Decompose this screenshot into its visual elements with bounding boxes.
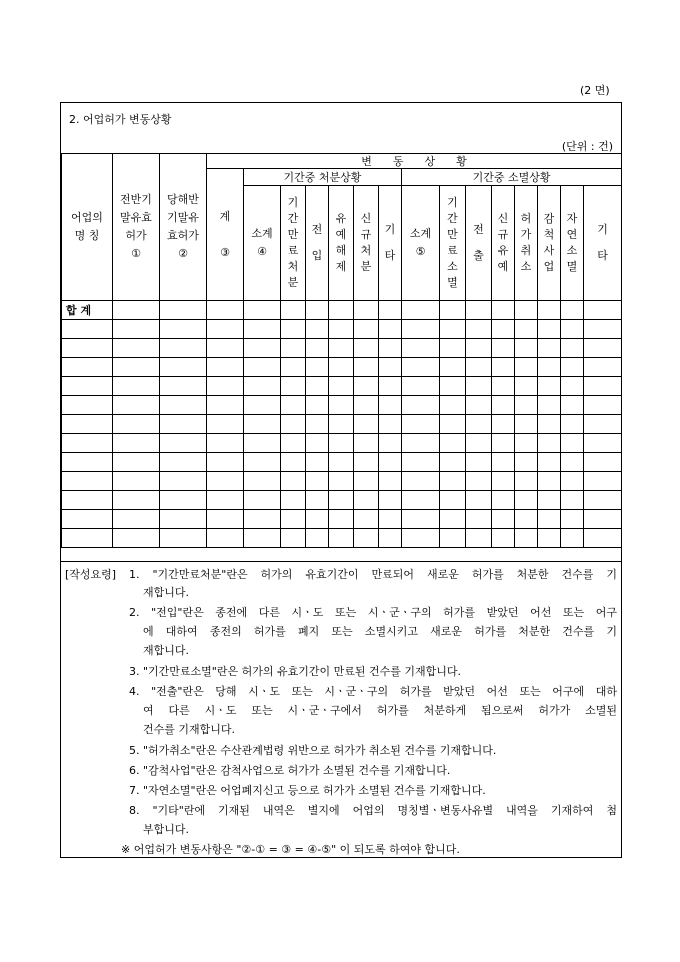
table-cell (466, 472, 492, 491)
table-cell (379, 358, 402, 377)
reduction-header: 감척사업 (538, 186, 561, 301)
table-cell (466, 301, 492, 320)
table-cell (329, 320, 354, 339)
table-cell (379, 453, 402, 472)
remark: ※ 어업허가 변동사항은 "②-① = ③ = ④-⑤" 이 되도록 하여야 합니다. (121, 843, 460, 856)
table-cell (306, 358, 329, 377)
table-cell (515, 453, 538, 472)
table-cell (306, 339, 329, 358)
note-3: 3. "기간만료소멸"란은 허가의 유효기간이 만료된 건수를 기재합니다. (129, 665, 461, 678)
table-cell (538, 491, 561, 510)
table-cell (329, 491, 354, 510)
table-cell (306, 301, 329, 320)
table-cell (62, 396, 113, 415)
table-cell (354, 453, 379, 472)
writing-guide (61, 561, 621, 856)
table-cell (584, 339, 622, 358)
table-cell (113, 396, 160, 415)
table-cell (329, 434, 354, 453)
table-cell (538, 377, 561, 396)
table-cell (538, 415, 561, 434)
table-cell (466, 434, 492, 453)
table-cell (244, 472, 281, 491)
table-cell (281, 320, 306, 339)
table-cell (354, 396, 379, 415)
table-cell (440, 491, 466, 510)
table-cell (306, 434, 329, 453)
table-row (62, 415, 622, 434)
table-cell (306, 510, 329, 529)
table-cell (440, 339, 466, 358)
subtotal-granted-header: 소계 ④ (244, 186, 281, 301)
table-cell (281, 377, 306, 396)
table-cell (584, 415, 622, 434)
table-cell (160, 434, 207, 453)
table-cell (492, 377, 515, 396)
table-cell (244, 510, 281, 529)
table-cell (402, 358, 440, 377)
table-cell (62, 434, 113, 453)
table-cell (538, 472, 561, 491)
note-4: 4. "전출"란은 당해 시ㆍ도 또는 시ㆍ군ㆍ구의 허가를 받았던 어선 또는 어구에 대하 (129, 685, 617, 698)
table-row (62, 529, 622, 548)
table-cell (466, 339, 492, 358)
table-cell (440, 510, 466, 529)
change-status-header: 변 동 상 황 (207, 154, 622, 169)
table-cell (561, 529, 584, 548)
table-cell (306, 453, 329, 472)
table-row (62, 358, 622, 377)
table-cell (584, 491, 622, 510)
note-8-cont: 부합니다. (143, 823, 190, 836)
table-cell (113, 358, 160, 377)
guide-label: [작성요령] (65, 568, 117, 581)
table-cell (329, 453, 354, 472)
table-cell (402, 472, 440, 491)
table-cell (62, 358, 113, 377)
table-cell (466, 510, 492, 529)
total-row-label: 합 계 (62, 301, 113, 320)
table-cell (584, 377, 622, 396)
new-deferral-header: 신규유예 (492, 186, 515, 301)
table-cell (466, 491, 492, 510)
table-cell (402, 377, 440, 396)
table-cell (538, 396, 561, 415)
table-cell (402, 415, 440, 434)
table-cell (466, 453, 492, 472)
table-cell (207, 434, 244, 453)
table-cell (354, 339, 379, 358)
table-cell (160, 377, 207, 396)
table-cell (244, 396, 281, 415)
expiry-lapse-header: 기간만료소멸 (440, 186, 466, 301)
new-disposal-header: 신규처분 (354, 186, 379, 301)
table-cell (207, 396, 244, 415)
table-cell (440, 320, 466, 339)
note-1-cont: 재합니다. (143, 586, 190, 599)
table-cell (354, 377, 379, 396)
table-cell (207, 358, 244, 377)
table-cell (440, 396, 466, 415)
table-row (62, 320, 622, 339)
table-cell (281, 358, 306, 377)
table-cell (207, 491, 244, 510)
table-cell (492, 358, 515, 377)
table-cell (492, 339, 515, 358)
table-cell (561, 472, 584, 491)
note-6: 6. "감척사업"란은 감척사업으로 허가가 소멸된 건수를 기재합니다. (129, 764, 451, 777)
table-cell (561, 339, 584, 358)
table-cell (244, 491, 281, 510)
form-frame (60, 102, 622, 858)
table-cell (440, 415, 466, 434)
transfer-out-header: 전출 (466, 186, 492, 301)
table-cell (62, 453, 113, 472)
table-cell (62, 377, 113, 396)
note-7: 7. "자연소멸"란은 어업폐지신고 등으로 허가가 소멸된 건수를 기재합니다. (129, 784, 486, 797)
table-cell (492, 396, 515, 415)
table-cell (207, 377, 244, 396)
table-row (62, 377, 622, 396)
table-cell (329, 377, 354, 396)
natural-lapse-header: 자연소멸 (561, 186, 584, 301)
table-cell (354, 510, 379, 529)
table-cell (207, 339, 244, 358)
note-4-cont: 여 다른 시ㆍ도 또는 시ㆍ군ㆍ구에서 허가를 처분하게 됨으로써 허가가 소멸된 (143, 704, 617, 717)
table-cell (62, 529, 113, 548)
table-cell (113, 510, 160, 529)
table-cell (379, 377, 402, 396)
table-cell (466, 358, 492, 377)
table-cell (160, 491, 207, 510)
table-cell (402, 320, 440, 339)
note-2: 2. "전입"란은 종전에 다른 시ㆍ도 또는 시ㆍ군ㆍ구의 허가를 받았던 어선 또는 어구 (129, 606, 617, 619)
table-cell (281, 301, 306, 320)
table-cell (561, 358, 584, 377)
table-cell (492, 491, 515, 510)
table-cell (281, 415, 306, 434)
table-row (62, 510, 622, 529)
table-cell (281, 472, 306, 491)
table-cell (492, 320, 515, 339)
table-cell (160, 472, 207, 491)
table-cell (561, 301, 584, 320)
table-cell (402, 396, 440, 415)
table-cell (379, 396, 402, 415)
other-lapsed-header: 기타 (584, 186, 622, 301)
table-cell (379, 472, 402, 491)
table-cell (160, 358, 207, 377)
table-cell (281, 339, 306, 358)
table-cell (379, 320, 402, 339)
table-cell (244, 453, 281, 472)
table-row (62, 453, 622, 472)
table-cell (402, 434, 440, 453)
table-cell (515, 529, 538, 548)
table-cell (440, 301, 466, 320)
note-8: 8. "기타"란에 기재된 내역은 별지에 어업의 명칭별ㆍ변동사유별 내역을 기재하여 첨 (129, 804, 617, 817)
table-cell (492, 472, 515, 491)
table-cell (207, 529, 244, 548)
table-cell (402, 301, 440, 320)
table-cell (515, 320, 538, 339)
note-2-cont: 에 대하여 종전의 허가를 폐지 또는 소멸시키고 새로운 허가를 처분한 건수를 기 (143, 625, 617, 638)
table-cell (207, 453, 244, 472)
table-cell (515, 301, 538, 320)
table-cell (244, 339, 281, 358)
table-cell (62, 339, 113, 358)
table-cell (538, 434, 561, 453)
section-title: 2. 어업허가 변동상황 (69, 113, 172, 126)
expiry-disposal-header: 기간만료처분 (281, 186, 306, 301)
total-header: 계 ③ (207, 169, 244, 301)
unit-label: (단위 : 건) (561, 140, 613, 153)
table-cell (354, 320, 379, 339)
table-cell (160, 396, 207, 415)
note-1: 1. "기간만료처분"란은 허가의 유효기간이 만료되어 새로운 허가를 처분한 건수를 기 (129, 568, 617, 581)
table-cell (281, 453, 306, 472)
table-cell (281, 529, 306, 548)
table-cell (379, 491, 402, 510)
table-cell (466, 320, 492, 339)
table-cell (515, 358, 538, 377)
table-cell (281, 434, 306, 453)
table-row (62, 339, 622, 358)
table-cell (329, 358, 354, 377)
table-cell (329, 529, 354, 548)
table-cell (329, 510, 354, 529)
period-granted-header: 기간중 처분상황 (244, 169, 402, 186)
other-granted-header: 기타 (379, 186, 402, 301)
fishery-name-header: 어업의 명 칭 (62, 154, 113, 301)
total-row (62, 301, 622, 320)
table-cell (207, 320, 244, 339)
table-cell (113, 472, 160, 491)
table-cell (160, 453, 207, 472)
page-number: (2 면) (580, 84, 610, 97)
table-cell (62, 472, 113, 491)
table-cell (584, 529, 622, 548)
table-cell (62, 415, 113, 434)
table-cell (354, 301, 379, 320)
table-row (62, 491, 622, 510)
table-cell (113, 415, 160, 434)
table-cell (354, 529, 379, 548)
table-cell (329, 339, 354, 358)
table-cell (160, 529, 207, 548)
table-cell (160, 415, 207, 434)
table-cell (379, 339, 402, 358)
table-cell (306, 396, 329, 415)
table-cell (584, 472, 622, 491)
table-cell (561, 510, 584, 529)
table-cell (466, 529, 492, 548)
table-cell (584, 396, 622, 415)
table-cell (113, 453, 160, 472)
table-cell (402, 491, 440, 510)
table-cell (306, 472, 329, 491)
table-cell (402, 510, 440, 529)
table-cell (466, 396, 492, 415)
table-cell (561, 396, 584, 415)
revocation-header: 허가취소 (515, 186, 538, 301)
table-cell (354, 434, 379, 453)
table-cell (515, 510, 538, 529)
table-cell (584, 510, 622, 529)
table-cell (113, 434, 160, 453)
table-cell (538, 529, 561, 548)
note-5: 5. "허가취소"란은 수산관계법령 위반으로 허가가 취소된 건수를 기재합니다. (129, 744, 497, 757)
table-cell (354, 358, 379, 377)
table-cell (379, 415, 402, 434)
table-row (62, 396, 622, 415)
curr-valid-header: 당해반 기말유 효허가 ② (160, 154, 207, 301)
table-cell (379, 301, 402, 320)
table-cell (561, 320, 584, 339)
table-cell (113, 339, 160, 358)
table-cell (354, 491, 379, 510)
table-cell (561, 434, 584, 453)
table-cell (515, 434, 538, 453)
table-cell (515, 339, 538, 358)
table-cell (244, 529, 281, 548)
table-cell (113, 491, 160, 510)
table-cell (113, 320, 160, 339)
table-cell (492, 415, 515, 434)
table-cell (281, 396, 306, 415)
table-row (62, 472, 622, 491)
table-cell (440, 434, 466, 453)
table-cell (379, 434, 402, 453)
table-cell (492, 301, 515, 320)
table-cell (113, 529, 160, 548)
table-cell (306, 529, 329, 548)
subtotal-lapsed-header: 소계 ⑤ (402, 186, 440, 301)
table-cell (584, 301, 622, 320)
table-cell (379, 510, 402, 529)
table-cell (538, 339, 561, 358)
deferral-release-header: 유예해제 (329, 186, 354, 301)
table-cell (515, 377, 538, 396)
table-cell (402, 339, 440, 358)
table-cell (160, 510, 207, 529)
table-cell (515, 396, 538, 415)
table-cell (440, 377, 466, 396)
table-cell (244, 320, 281, 339)
table-cell (306, 320, 329, 339)
table-cell (440, 453, 466, 472)
table-cell (492, 453, 515, 472)
table-cell (379, 529, 402, 548)
table-cell (244, 301, 281, 320)
table-cell (113, 301, 160, 320)
table-cell (244, 377, 281, 396)
table-cell (538, 320, 561, 339)
table-cell (402, 529, 440, 548)
table-cell (113, 377, 160, 396)
table-cell (584, 320, 622, 339)
table-cell (561, 453, 584, 472)
table-cell (281, 491, 306, 510)
note-4-cont2: 건수를 기재합니다. (143, 723, 236, 736)
table-cell (160, 339, 207, 358)
table-cell (62, 510, 113, 529)
table-cell (329, 396, 354, 415)
table-cell (440, 529, 466, 548)
table-cell (584, 358, 622, 377)
table-cell (329, 472, 354, 491)
table-cell (538, 453, 561, 472)
table-cell (207, 415, 244, 434)
period-lapsed-header: 기간중 소멸상황 (402, 169, 622, 186)
table-cell (466, 377, 492, 396)
table-cell (492, 434, 515, 453)
table-cell (492, 529, 515, 548)
table-cell (354, 415, 379, 434)
table-cell (466, 415, 492, 434)
table-cell (492, 510, 515, 529)
table-cell (306, 377, 329, 396)
table-cell (207, 472, 244, 491)
prev-valid-header: 전반기 말유효 허가 ① (113, 154, 160, 301)
table-cell (244, 415, 281, 434)
table-cell (402, 453, 440, 472)
table-cell (538, 510, 561, 529)
table-row (62, 434, 622, 453)
table-cell (561, 491, 584, 510)
table-cell (515, 472, 538, 491)
table-cell (440, 472, 466, 491)
table-cell (306, 415, 329, 434)
table-cell (244, 434, 281, 453)
table-cell (538, 301, 561, 320)
table-cell (160, 320, 207, 339)
table-cell (329, 301, 354, 320)
transfer-in-header: 전입 (306, 186, 329, 301)
table-cell (515, 491, 538, 510)
table-cell (207, 301, 244, 320)
table-cell (244, 358, 281, 377)
table-cell (561, 377, 584, 396)
license-change-table (61, 153, 622, 548)
table-cell (584, 434, 622, 453)
table-cell (515, 415, 538, 434)
table-cell (584, 453, 622, 472)
table-cell (160, 301, 207, 320)
table-cell (62, 491, 113, 510)
table-cell (538, 358, 561, 377)
table-cell (329, 415, 354, 434)
table-cell (306, 491, 329, 510)
table-cell (207, 510, 244, 529)
table-cell (354, 472, 379, 491)
table-cell (440, 358, 466, 377)
table-cell (62, 320, 113, 339)
table-cell (281, 510, 306, 529)
table-cell (561, 415, 584, 434)
note-2-cont2: 재합니다. (143, 644, 190, 657)
